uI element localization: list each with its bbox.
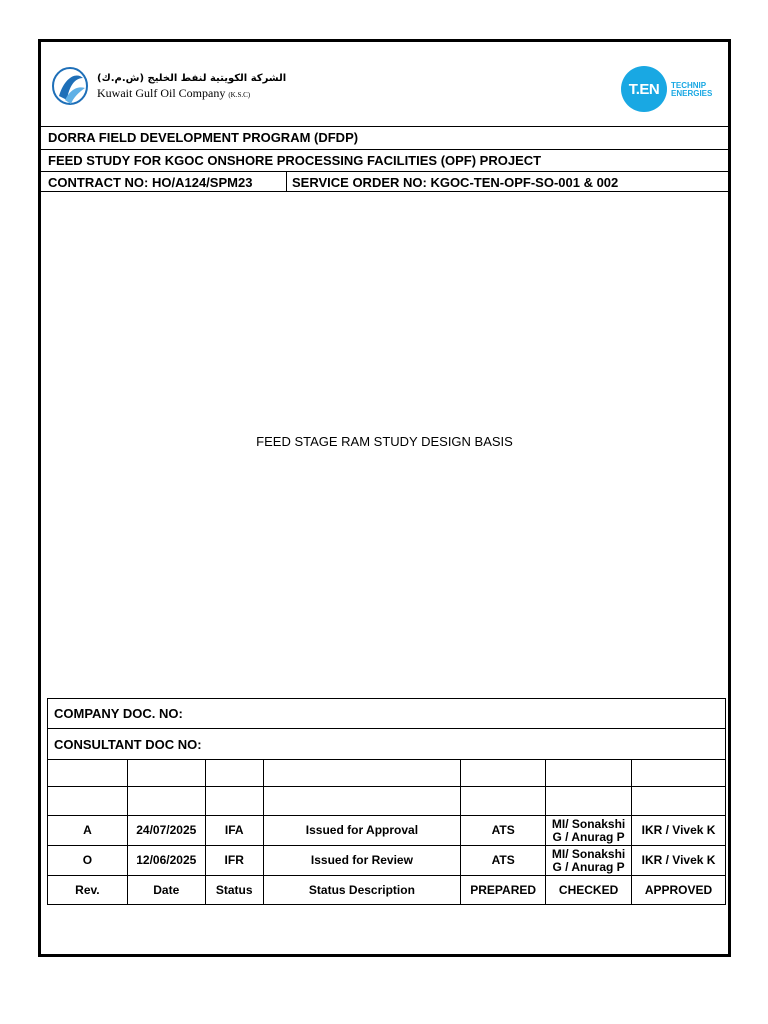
contract-divider: [286, 172, 287, 191]
prepared-header: PREPARED: [461, 876, 546, 905]
empty-cell: [48, 760, 128, 787]
program-row: [41, 126, 728, 149]
ten-logo-text: [671, 82, 712, 98]
approved-cell: IKR / Vivek K: [632, 846, 726, 876]
revision-row-o: [48, 846, 726, 876]
empty-cell: [546, 760, 632, 787]
contract-number: CONTRACT NO: HO/A124/SPM23: [48, 175, 253, 190]
empty-cell: [632, 787, 726, 816]
empty-cell: [205, 787, 263, 816]
project-title: FEED STUDY FOR KGOC ONSHORE PROCESSING FACILITIES (OPF) PROJECT: [48, 153, 542, 168]
empty-cell: [546, 787, 632, 816]
company-english-name: [97, 86, 250, 101]
empty-revision-row: [48, 787, 726, 816]
company-doc-label: COMPANY DOC. NO:: [48, 699, 726, 729]
empty-cell: [461, 787, 546, 816]
kgoc-logo-icon: [51, 66, 89, 106]
description-cell: Issued for Approval: [263, 816, 461, 846]
project-row: [41, 149, 728, 172]
ten-logo-badge: T.EN: [621, 66, 667, 112]
empty-cell: [632, 760, 726, 787]
revision-table: [47, 698, 726, 905]
approved-cell: IKR / Vivek K: [632, 816, 726, 846]
logo-row: [41, 42, 728, 126]
empty-cell: [263, 760, 461, 787]
empty-revision-row: [48, 760, 726, 787]
document-title: FEED STAGE RAM STUDY DESIGN BASIS: [256, 434, 513, 449]
ten-logo-line2: ENERGIES: [671, 89, 713, 98]
rev-cell: O: [48, 846, 128, 876]
description-cell: Issued for Review: [263, 846, 461, 876]
prepared-cell: ATS: [461, 816, 546, 846]
consultant-doc-row: [48, 729, 726, 760]
status-cell: IFA: [205, 816, 263, 846]
contract-row: [41, 171, 728, 192]
rev-header: Rev.: [48, 876, 128, 905]
company-arabic-name: الشركة الكويتية لنفط الخليج (ش.م.ك): [97, 73, 287, 84]
empty-cell: [127, 760, 205, 787]
status-header: Status: [205, 876, 263, 905]
company-doc-row: [48, 699, 726, 729]
approved-header: APPROVED: [632, 876, 726, 905]
ten-logo-line1: TECHNIP: [671, 81, 707, 90]
empty-cell: [263, 787, 461, 816]
rev-cell: A: [48, 816, 128, 846]
checked-cell: MI/ Sonakshi G / Anurag P: [546, 816, 632, 846]
date-cell: 12/06/2025: [127, 846, 205, 876]
empty-cell: [48, 787, 128, 816]
checked-cell: MI/ Sonakshi G / Anurag P: [546, 846, 632, 876]
empty-cell: [461, 760, 546, 787]
checked-header: CHECKED: [546, 876, 632, 905]
empty-cell: [127, 787, 205, 816]
description-header: Status Description: [263, 876, 461, 905]
prepared-cell: ATS: [461, 846, 546, 876]
date-header: Date: [127, 876, 205, 905]
consultant-doc-label: CONSULTANT DOC NO:: [48, 729, 726, 760]
date-cell: 24/07/2025: [127, 816, 205, 846]
service-order-number: SERVICE ORDER NO: KGOC-TEN-OPF-SO-001 & 002: [292, 175, 619, 190]
empty-cell: [205, 760, 263, 787]
cover-sheet-frame: [38, 39, 731, 957]
revision-header-row: [48, 876, 726, 905]
revision-row-a: [48, 816, 726, 846]
company-english-suffix: (K.S.C): [228, 91, 251, 99]
program-title: DORRA FIELD DEVELOPMENT PROGRAM (DFDP): [48, 130, 359, 145]
company-english-name-text: Kuwait Gulf Oil Company: [97, 86, 226, 100]
status-cell: IFR: [205, 846, 263, 876]
